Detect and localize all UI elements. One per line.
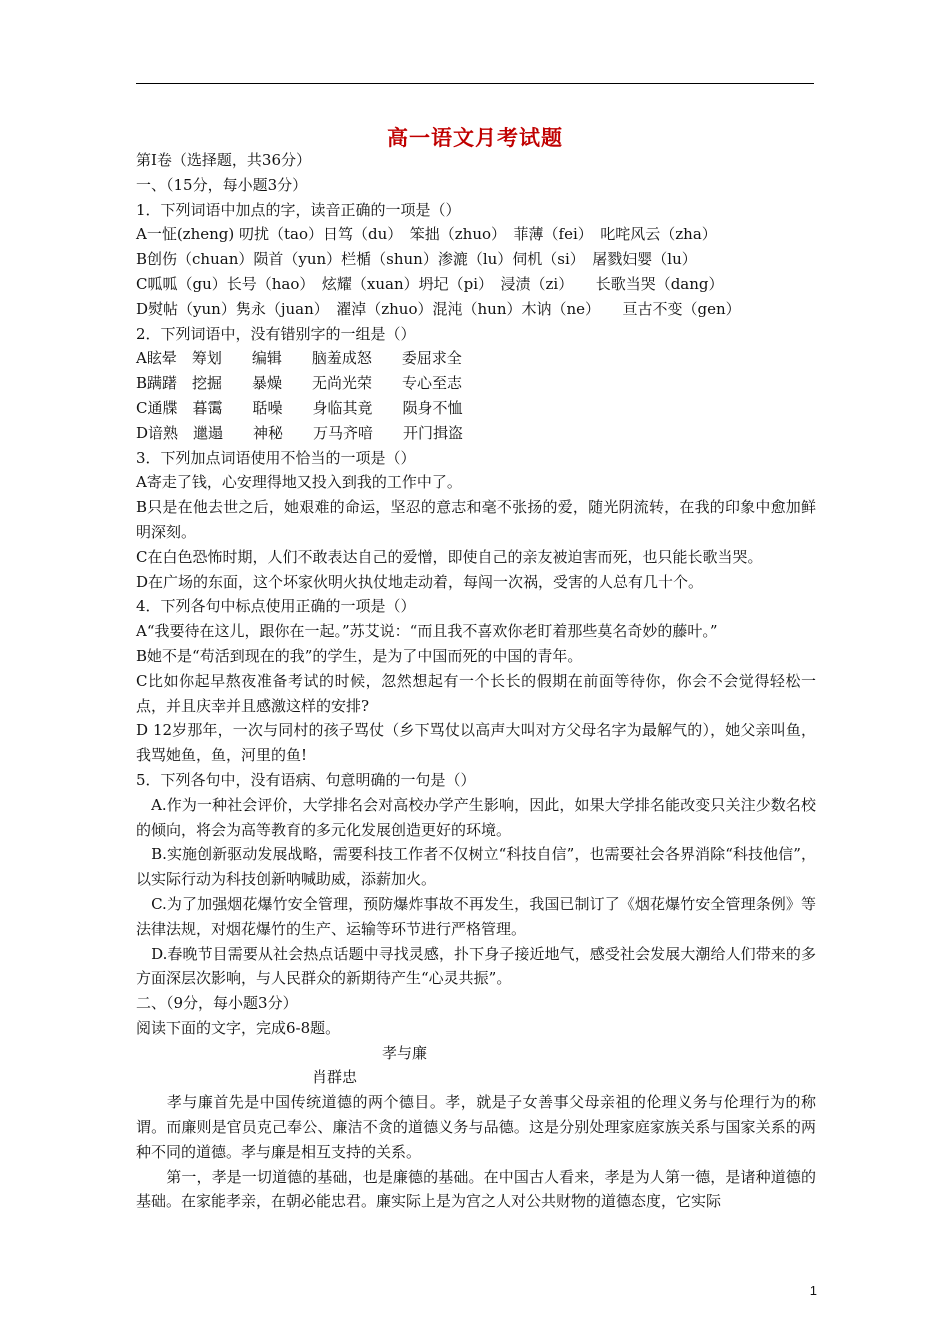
option-a: A眩晕 筹划 编辑 脑羞成怒 委屈求全 [136,349,462,368]
option-a: A寄走了钱，心安理得地又投入到我的工作中了。 [136,473,462,492]
option-d: D在广场的东面，这个坏家伙明火执仗地走动着，每闯一次祸，受害的人总有几十个。 [136,572,704,591]
page-number: 1 [809,1283,817,1298]
question-stem: 5．下列各句中，没有语病、句意明确的一句是（） [136,770,476,789]
header-rule [136,83,814,84]
option-b: B.实施创新驱动发展战略，需要科技工作者不仅树立“科技自信”，也需要社会各界消除“科技他信”，以实际行动为科技创新呐喊助威，添薪加火。 [136,845,816,889]
question-stem: 1．下列词语中加点的字，读音正确的一项是（） [136,200,461,219]
option-c: C呱呱（gu）长号（hao） 炫耀（xuan）坍圮（pi） 浸渍（zi） 长歌当哭（dang） [136,274,724,293]
option-d: D熨帖（yun）隽永（juan） 濯淖（zhuo）混沌（hun）木讷（ne） 亘古不变（gen） [136,299,741,318]
part-header: 一、（15分，每小题3分） [136,175,308,194]
essay-paragraph: 第一，孝是一切道德的基础，也是廉德的基础。在中国古人看来，孝是为人第一德，是诸种道德的基础。在家能孝亲，在朝必能忠君。廉实际上是为宫之人对公共财物的道德态度，它实际 [136,1167,816,1211]
document-body [136,148,816,1214]
option-d: D.春晚节目需要从社会热点话题中寻找灵感，扑下身子接近地气，感受社会发展大潮给人们带来的多方面深层次影响，与人民群众的新期待产生“心灵共振”。 [136,944,816,988]
section-header: 第Ⅰ卷（选择题，共36分） [136,151,312,169]
essay-author: 肖群忠 [312,1068,358,1087]
part-header: 二、（9分，每小题3分） [136,994,298,1013]
option-b: B只是在他去世之后，她艰难的命运，坚忍的意志和毫不张扬的爱，随光阴流转，在我的印象中愈加鲜明深刻。 [136,498,816,541]
option-d: D谙熟 邋遢 神秘 万马齐喑 开门揖盗 [136,423,464,442]
reading-instruction: 阅读下面的文字，完成6-8题。 [136,1018,341,1037]
essay-paragraph: 孝与廉首先是中国传统道德的两个德目。孝，就是子女善事父母亲祖的伦理义务与伦理行为的称谓。而廉则是官员克己奉公、廉洁不贪的道德义务与品德。这是分别处理家庭家族关系与国家关系的两种不同的道德。孝与廉是相互支持的关系。 [136,1093,816,1161]
option-c: C比如你起早熬夜准备考试的时候，忽然想起有一个长长的假期在前面等待你，你会不会觉得轻松一点，并且庆幸并且感激这样的安排? [136,671,816,715]
option-c: C.为了加强烟花爆竹安全管理，预防爆炸事故不再发生，我国已制订了《烟花爆竹安全管理条例》等法律法规，对烟花爆竹的生产、运输等环节进行严格管理。 [136,894,816,938]
option-c: C在白色恐怖时期，人们不敢表达自己的爱憎，即使自己的亲友被迫害而死，也只能长歌当哭。 [136,547,763,566]
option-b: B创伤（chuan）陨首（yun）栏楯（shun）渗漉（lu）伺机（si） 屠戮妇婴（lu） [136,250,697,269]
page-title: 高一语文月考试题 [387,126,563,150]
question-stem: 3．下列加点词语使用不恰当的一项是（） [136,448,416,467]
question-stem: 2．下列词语中，没有错别字的一组是（） [136,324,416,343]
option-d: D 12岁那年，一次与同村的孩子骂仗（乡下骂仗以高声大叫对方父母名字为最解气的），她父亲叫鱼，我骂她鱼，鱼，河里的鱼! [136,721,816,765]
option-c: C通牒 暮霭 聒噪 身临其竟 陨身不恤 [136,398,463,417]
option-a: A一怔(zheng) 叨扰（tao）日笃（du） 笨拙（zhuo） 菲薄（fei） 叱咤风云（zha） [136,225,717,244]
option-a: A.作为一种社会评价，大学排名会对高校办学产生影响，因此，如果大学排名能改变只关注少数名校的倾向，将会为高等教育的多元化发展创造更好的环境。 [136,795,816,839]
option-b: B蹒躇 挖掘 暴燥 无尚光荣 专心至志 [136,374,463,393]
essay-title: 孝与廉 [382,1043,428,1062]
option-a: A“我要待在这儿，跟你在一起。”苏艾说：“而且我不喜欢你老盯着那些莫名奇妙的藤叶。” [136,622,718,641]
question-stem: 4．下列各句中标点使用正确的一项是（） [136,597,416,616]
option-b: B她不是“苟活到现在的我”的学生，是为了中国而死的中国的青年。 [136,646,583,665]
